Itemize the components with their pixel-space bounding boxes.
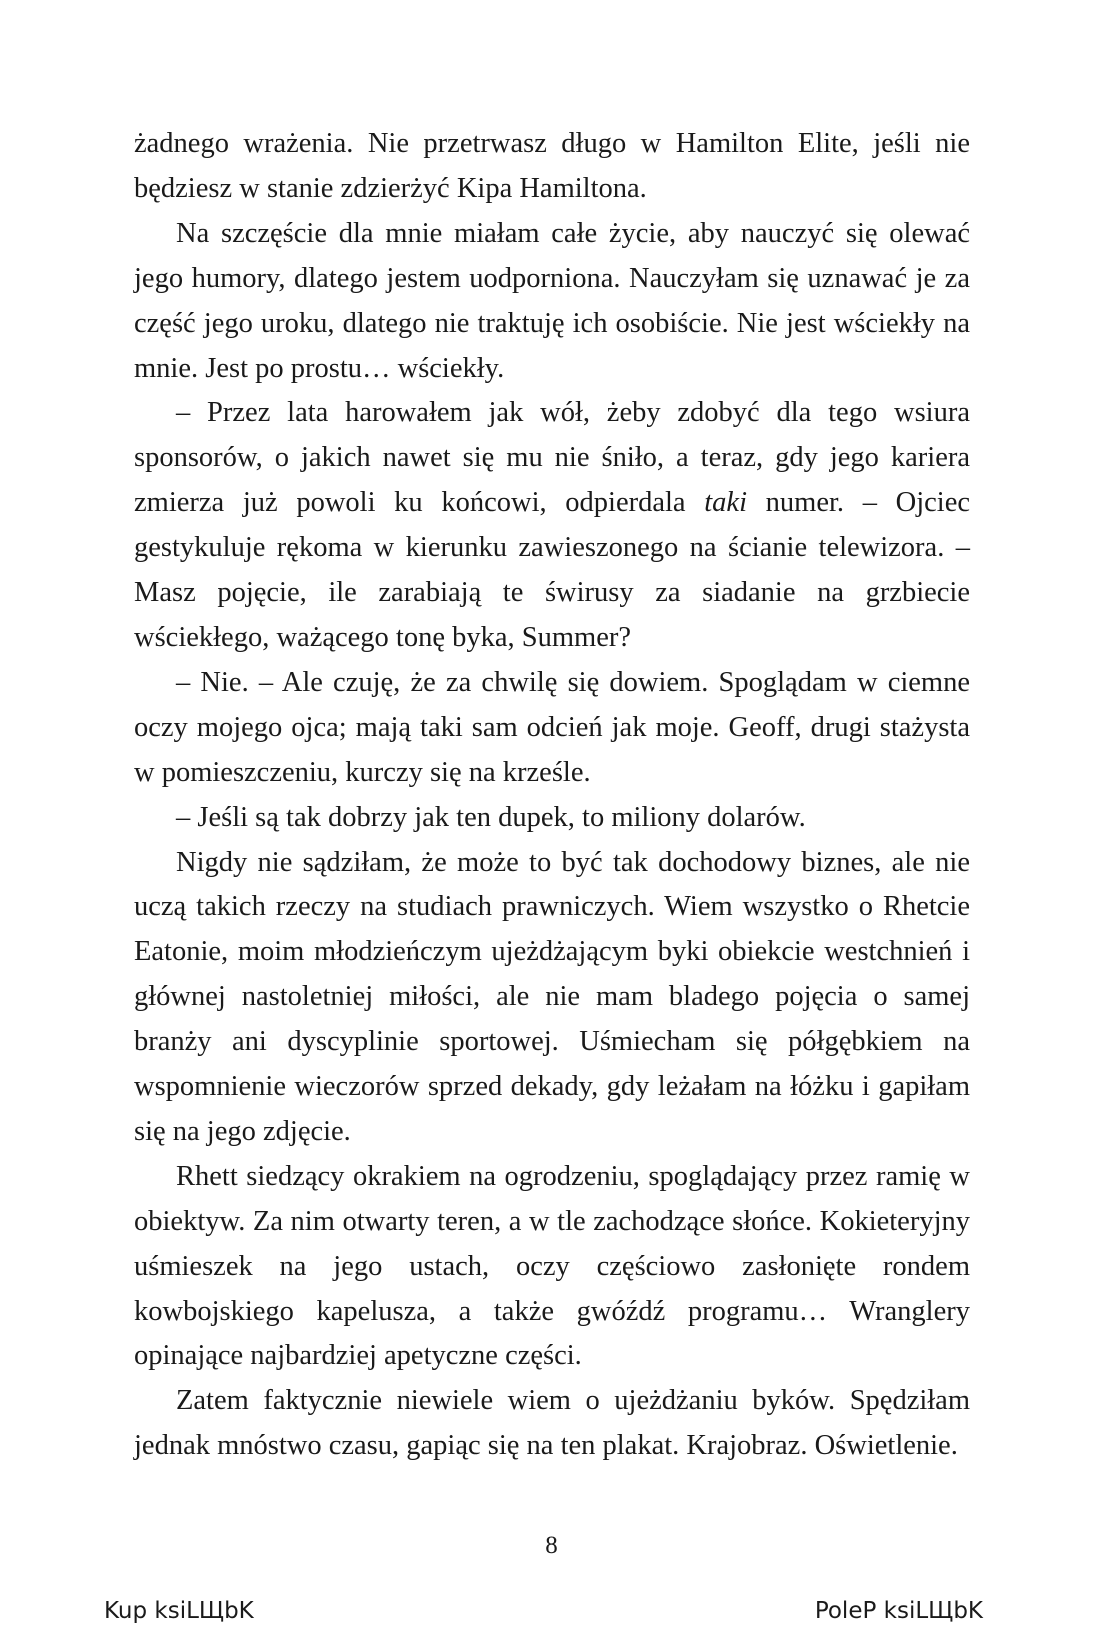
paragraph-1: żadnego wrażenia. Nie przetrwasz długo w Hamilton Elite, jeśli nie będziesz w stanie zdzierżyć Kipa Hamiltona. (134, 128, 970, 204)
paragraph-4: – Nie. – Ale czuję, że za chwilę się dowiem. Spoglądam w ciemne oczy mojego ojca; mają taki sam odcień jak moje. Geoff, drugi stażysta w pomieszczeniu, kurczy się na krześle. (134, 666, 970, 788)
paragraph-3-text-after: numer. – Ojciec gestykuluje rękoma w kierunku zawieszonego na ścianie telewizora. – Masz pojęcie, ile zarabiają te świrusy za siadanie na grzbiecie wściekłego, ważącego tonę byka, Summer? (134, 487, 970, 653)
buy-book-link[interactable]: Kup ksiLЩbK (104, 1598, 254, 1624)
paragraph-7: Rhett siedzący okrakiem na ogrodzeniu, spoglądający przez ramię w obiektyw. Za nim otwarty teren, a w tle zachodzące słońce. Kokieteryjny uśmieszek na jego ustach, oczy częściowo zasłonięte rondem kowbojskiego kapelusza, a także gwóźdź programu… Wranglery opinające najbardziej apetyczne części. (134, 1160, 970, 1372)
paragraph-6: Nigdy nie sądziłam, że może to być tak dochodowy biznes, ale nie uczą takich rzeczy na studiach prawniczych. Wiem wszystko o Rhetcie Eatonie, moim młodzieńczym ujeżdżającym byki obiekcie westchnień i głównej nastoletniej miłości, ale nie mam bladego pojęcia o samej branży ani dyscyplinie sportowej. Uśmiecham się półgębkiem na wspomnienie wieczorów sprzed dekady, gdy leżałam na łóżku i gapiłam się na jego zdjęcie. (134, 846, 970, 1147)
paragraph-3-italic-word: taki (704, 487, 747, 519)
page-number: 8 (545, 1532, 558, 1559)
paragraph-5: – Jeśli są tak dobrzy jak ten dupek, to miliony dolarów. (176, 801, 806, 833)
paragraph-3 (134, 391, 970, 660)
paragraph-2: Na szczęście dla mnie miałam całe życie, aby nauczyć się olewać jego humory, dlatego jestem uodporniona. Nauczyłam się uznawać je za część jego uroku, dlatego nie traktuję ich osobiście. Nie jest wściekły na mnie. Jest po prostu… wściekły. (134, 217, 970, 384)
paragraph-3-text-before: – Przez lata harowałem jak wół, żeby zdobyć dla tego wsiura sponsorów, o jakich nawet się mu nie śniło, a teraz, gdy jego kariera zmierza już powoli ku końcowi, odpierdala (134, 397, 970, 519)
recommend-book-link[interactable]: PoleP ksiLЩbK (814, 1598, 983, 1624)
page-body (134, 122, 970, 1469)
paragraph-8: Zatem faktycznie niewiele wiem o ujeżdżaniu byków. Spędziłam jednak mnóstwo czasu, gapiąc się na ten plakat. Krajobraz. Oświetlenie. (134, 1385, 970, 1462)
